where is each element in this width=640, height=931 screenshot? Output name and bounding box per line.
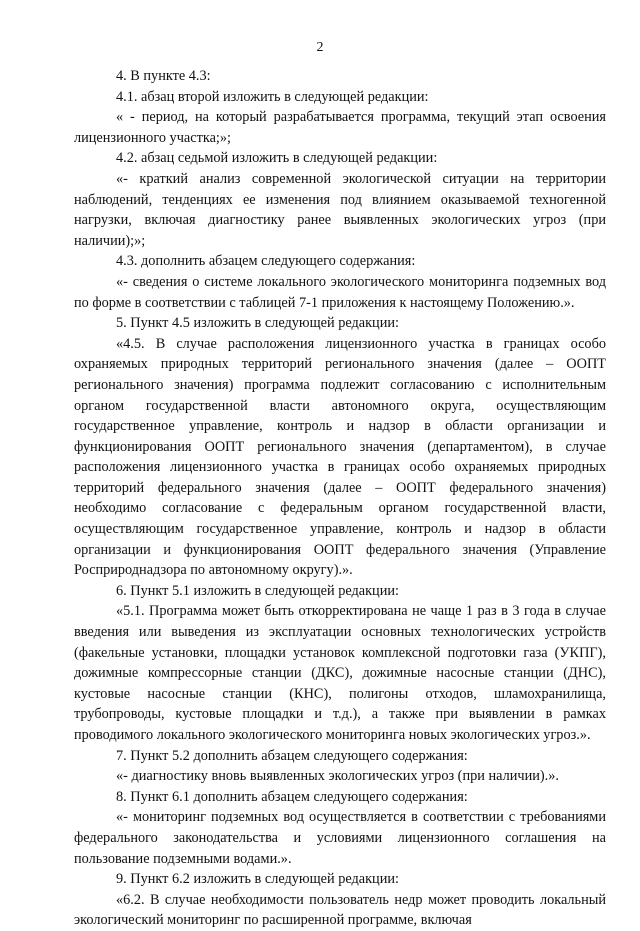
paragraph: «4.5. В случае расположения лицензионного участка в границах особо охраняемых природных территорий регионального значения (далее – ООПТ регионального значения) программа подлежит согласованию с исполнительным органом государственной власти автономного округа, осуществляющим государственное управление, контроль и надзор в области организации и функционирования ООПТ регионального значения (департаментом), в случае расположения лицензионного участка в границах особо охраняемых природных территорий федерального значения (далее – ООПТ федерального значения) необходимо согласование с федеральным органом государственной власти, осуществляющим государственное управление, контроль и надзор в области организации и функционирования ООПТ федерального значения (Управление Росприроднадзора по автономному округу).». bbox=[74, 335, 606, 579]
paragraph: « - период, на который разрабатывается программа, текущий этап освоения лицензионного участка;»; bbox=[74, 109, 606, 146]
paragraph: 4.2. абзац седьмой изложить в следующей редакции: bbox=[116, 150, 438, 167]
paragraph: «- сведения о системе локального экологического мониторинга подземных вод по форме в соответствии с таблицей 7-1 приложения к настоящему Положению.». bbox=[74, 273, 606, 311]
paragraph: 8. Пункт 6.1 дополнить абзацем следующего содержания: bbox=[116, 788, 468, 805]
document-body bbox=[74, 66, 606, 931]
paragraph: «- мониторинг подземных вод осуществляется в соответствии с требованиями федерального законодательства и условиями лицензионного соглашения на пользование подземными водами.». bbox=[74, 809, 606, 867]
paragraph: 6. Пункт 5.1 изложить в следующей редакции: bbox=[116, 582, 399, 599]
paragraph: 4.1. абзац второй изложить в следующей редакции: bbox=[116, 88, 429, 105]
paragraph: 7. Пункт 5.2 дополнить абзацем следующего содержания: bbox=[116, 747, 468, 764]
paragraph: «- краткий анализ современной экологической ситуации на территории наблюдений, тенденциях ее изменения под влиянием оказываемой техногенной нагрузки, включая диагностику ранее выявленных экологических угроз (при наличии);»; bbox=[74, 170, 606, 249]
paragraph: 9. Пункт 6.2 изложить в следующей редакции: bbox=[116, 871, 399, 888]
paragraph: «6.2. В случае необходимости пользователь недр может проводить локальный экологический мониторинг по расширенной программе, включая bbox=[74, 891, 606, 929]
paragraph: «5.1. Программа может быть откорректирована не чаще 1 раз в 3 года в случае введения или выведения из эксплуатации основных технологических устройств (факельные установки, площадки установок комплексной подготовки газа (УКПГ), дожимные компрессорные станции (ДКС), дожимные насосные станции (ДНС), кустовые насосные станции (КНС), полигоны отходов, шламохранилища, трубопроводы, кустовые площадки и т.д.), а также при выявлении в рамках проводимого локального экологического мониторинга новых экологических угроз.». bbox=[74, 603, 606, 743]
paragraph: 4.3. дополнить абзацем следующего содержания: bbox=[116, 253, 416, 270]
paragraph: «- диагностику вновь выявленных экологических угроз (при наличии).». bbox=[116, 768, 559, 785]
page-number: 2 bbox=[316, 40, 324, 55]
paragraph: 5. Пункт 4.5 изложить в следующей редакции: bbox=[116, 315, 399, 332]
paragraph: 4. В пункте 4.3: bbox=[116, 68, 211, 84]
